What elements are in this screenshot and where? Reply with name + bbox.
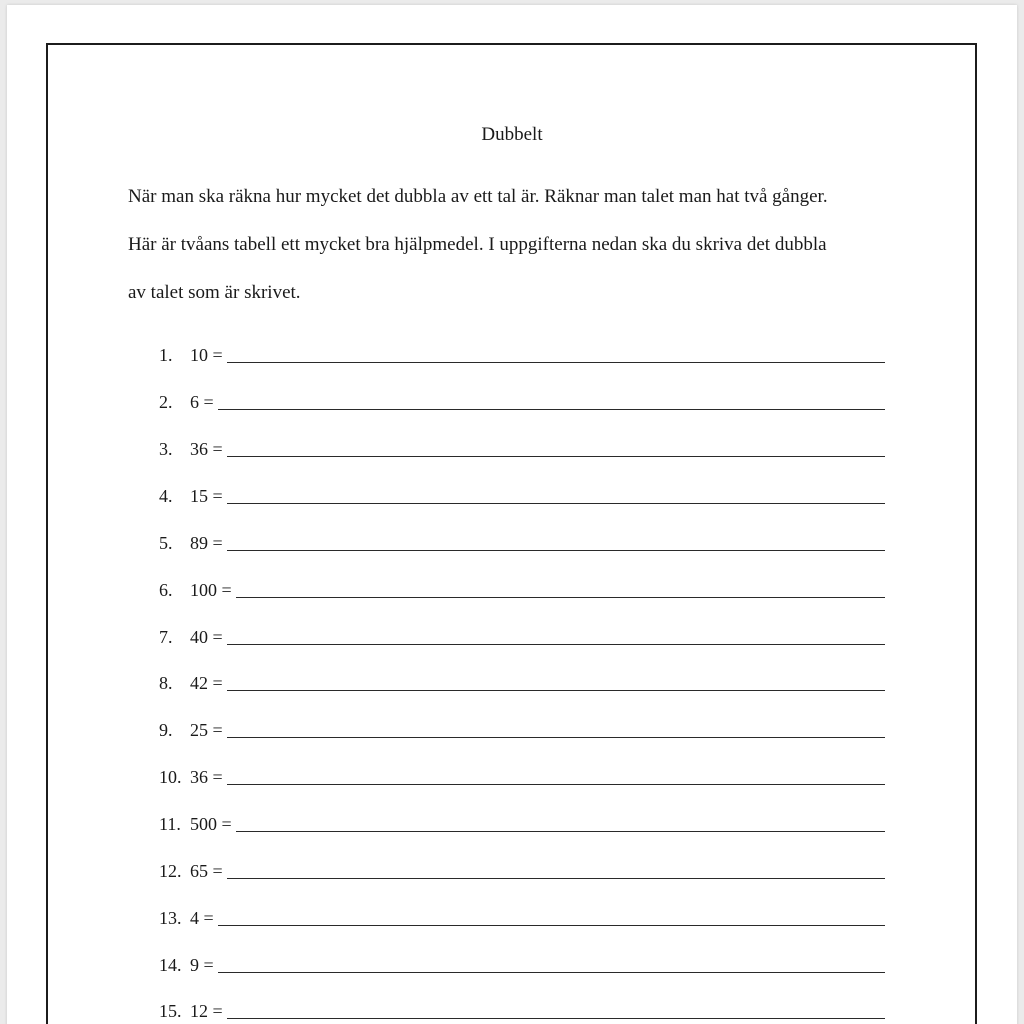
task-expression: 4 = <box>190 908 214 928</box>
answer-line[interactable] <box>218 925 885 926</box>
answer-line[interactable] <box>227 690 885 691</box>
answer-line[interactable] <box>227 737 885 738</box>
task-expression: 6 = <box>190 392 214 412</box>
task-expression: 9 = <box>190 955 214 975</box>
answer-line[interactable] <box>227 456 885 457</box>
task-number: 8. <box>159 673 173 693</box>
task-item <box>159 762 885 788</box>
task-number: 6. <box>159 580 173 600</box>
task-number: 9. <box>159 720 173 740</box>
task-expression: 36 = <box>190 439 223 459</box>
task-item <box>159 387 885 413</box>
answer-line[interactable] <box>218 972 885 973</box>
task-number: 5. <box>159 533 173 553</box>
answer-line[interactable] <box>218 409 885 410</box>
task-expression: 12 = <box>190 1001 223 1021</box>
task-item <box>159 481 885 507</box>
task-item <box>159 575 885 601</box>
answer-line[interactable] <box>227 503 885 504</box>
task-expression: 100 = <box>190 580 232 600</box>
task-item <box>159 528 885 554</box>
answer-line[interactable] <box>227 362 885 363</box>
answer-line[interactable] <box>227 878 885 879</box>
answer-line[interactable] <box>227 644 885 645</box>
task-expression: 10 = <box>190 345 223 365</box>
task-expression: 500 = <box>190 814 232 834</box>
task-expression: 40 = <box>190 627 223 647</box>
task-expression: 65 = <box>190 861 223 881</box>
task-item <box>159 668 885 694</box>
document-title: Dubbelt <box>481 124 543 145</box>
task-number: 11. <box>159 814 181 834</box>
task-number: 2. <box>159 392 173 412</box>
task-number: 10. <box>159 767 182 787</box>
task-item <box>159 950 885 976</box>
task-expression: 89 = <box>190 533 223 553</box>
task-item <box>159 903 885 929</box>
intro-line-2: Här är tvåans tabell ett mycket bra hjälpmedel. I uppgifterna nedan ska du skriva det dubbla <box>128 234 827 255</box>
task-number: 4. <box>159 486 173 506</box>
task-item <box>159 715 885 741</box>
intro-line-3: av talet som är skrivet. <box>128 282 301 303</box>
task-item <box>159 809 885 835</box>
task-item <box>159 340 885 366</box>
task-expression: 15 = <box>190 486 223 506</box>
task-item <box>159 622 885 648</box>
intro-line-1: När man ska räkna hur mycket det dubbla av ett tal är. Räknar man talet man hat två gånger. <box>128 186 828 207</box>
answer-line[interactable] <box>236 831 885 832</box>
task-item <box>159 996 885 1022</box>
task-item <box>159 856 885 882</box>
answer-line[interactable] <box>236 597 885 598</box>
task-expression: 25 = <box>190 720 223 740</box>
task-number: 13. <box>159 908 182 928</box>
answer-line[interactable] <box>227 784 885 785</box>
task-number: 7. <box>159 627 173 647</box>
task-expression: 36 = <box>190 767 223 787</box>
task-number: 15. <box>159 1001 182 1021</box>
task-number: 3. <box>159 439 173 459</box>
task-number: 12. <box>159 861 182 881</box>
task-number: 14. <box>159 955 182 975</box>
task-item <box>159 434 885 460</box>
answer-line[interactable] <box>227 550 885 551</box>
task-expression: 42 = <box>190 673 223 693</box>
task-number: 1. <box>159 345 173 365</box>
answer-line[interactable] <box>227 1018 885 1019</box>
